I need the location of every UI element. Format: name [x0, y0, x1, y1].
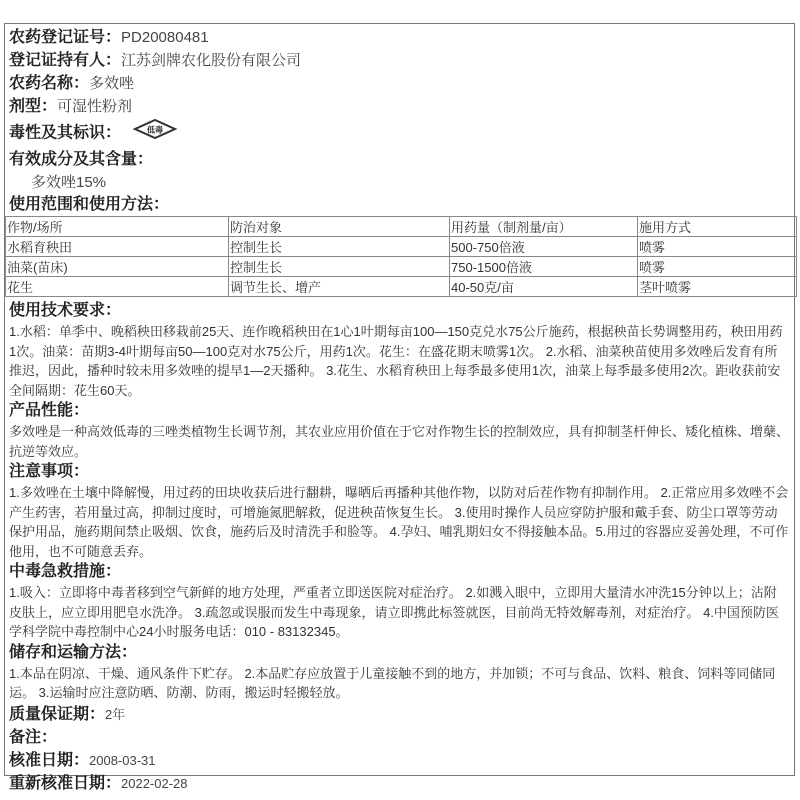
holder-row: [9, 49, 791, 72]
cell: 花生: [6, 277, 229, 297]
cell: 油菜(苗床): [6, 257, 229, 277]
cell: 喷雾: [638, 237, 797, 257]
cell: 控制生长: [229, 237, 450, 257]
performance-heading: 产品性能：: [9, 402, 90, 419]
table-row: [6, 237, 797, 257]
tech-heading: 使用技术要求：: [9, 302, 122, 319]
value: 2年: [105, 706, 126, 722]
remarks-row: [9, 726, 791, 749]
ingredient-value: [9, 171, 791, 194]
cell: 水稻育秧田: [6, 237, 229, 257]
cell: 750-1500倍液: [450, 257, 638, 277]
cell: 500-750倍液: [450, 237, 638, 257]
approval-row: [9, 749, 791, 772]
first-aid-text: 1.吸入：立即将中毒者移到空气新鲜的地方处理，严重者立即送医院对症治疗。 2.如溅入眼中，立即用大量清水冲洗15分钟以上；沾附皮肤上，应立即用肥皂水洗净。 3.疏忽或误服而发生中毒现象，请立即携此标签就医，目前尚无特效解毒剂，对症治疗。 4.中国预防医学科学院中毒控制中心24小时服务电话：010 - 83132345。: [9, 585, 779, 639]
label: 质量保证期：: [9, 705, 106, 723]
reapproval-row: [9, 772, 791, 795]
table-row: [6, 257, 797, 277]
value: 江苏剑牌农化股份有限公司: [121, 52, 302, 69]
value: 2008-03-31: [89, 752, 156, 768]
label: 剂型：: [9, 98, 58, 115]
value: PD20080481: [121, 29, 209, 46]
toxicity-badge: 低毒: [147, 125, 164, 135]
label: 有效成分及其含量：: [9, 151, 154, 168]
value: 2022-02-28: [121, 775, 188, 791]
storage-heading: 储存和运输方法：: [9, 643, 138, 661]
label: 登记证持有人：: [9, 52, 122, 69]
label: 农药名称：: [9, 75, 90, 92]
reg-no-row: [9, 26, 791, 49]
pesticide-registration-panel: [4, 23, 795, 792]
low-toxicity-icon: [133, 118, 177, 149]
value: 可湿性粉剂: [57, 98, 133, 115]
cell: 喷雾: [638, 257, 797, 277]
cell: 40-50克/亩: [450, 277, 638, 297]
label: 毒性及其标识：: [9, 124, 122, 142]
table-header-row: [6, 217, 797, 237]
header-cell: 施用方式: [638, 217, 797, 237]
label: 核准日期：: [9, 751, 90, 769]
header-cell: 作物/场所: [6, 217, 229, 237]
storage-text: 1.本品在阴凉、干燥、通风条件下贮存。 2.本品贮存应放置于儿童接触不到的地方，并加锁；不可与食品、饮料、粮食、饲料等同储同运。 3.运输时应注意防晒、防潮、防雨，搬运时轻搬轻放。: [9, 665, 776, 700]
ingredient-label: [9, 148, 791, 171]
form-row: [9, 95, 791, 118]
label: 重新核准日期：: [9, 774, 122, 792]
cell: 调节生长、增产: [229, 277, 450, 297]
name-row: [9, 72, 791, 95]
usage-heading: 使用范围和使用方法：: [9, 196, 170, 213]
usage-table: [5, 216, 797, 297]
cell: 控制生长: [229, 257, 450, 277]
header-cell: 用药量（制剂量/亩）: [450, 217, 638, 237]
label: 备注：: [9, 728, 58, 746]
cell: 茎叶喷雾: [638, 277, 797, 297]
tech-text: 1.水稻：单季中、晚稻秧田移栽前25天、连作晚稻秧田在1心1叶期每亩100—150克兑水75公斤施药，根据秧苗长势调整用药，秧田用药1次。油菜：苗期3-4叶期每亩50—100克对水75公斤，用药1次。花生：在盛花期末喷雾1次。 2.水稻、油菜秧苗使用多效唑后发育有所推迟，因此，播种时较未用多效唑的提早1—2天播种。 3.花生、水稻育秧田上每季最多使用1次，油菜上每季最多使用2次。距收获前安全间隔期：花生60天。: [9, 324, 783, 398]
value: 多效唑: [89, 75, 135, 92]
cautions-heading: 注意事项：: [9, 463, 90, 480]
label: 农药登记证号：: [9, 29, 122, 46]
table-row: [6, 277, 797, 297]
value: 多效唑15%: [31, 174, 107, 191]
header-cell: 防治对象: [229, 217, 450, 237]
first-aid-heading: 中毒急救措施：: [9, 563, 122, 580]
toxicity-row: [9, 118, 791, 148]
cautions-text: 1.多效唑在土壤中降解慢，用过药的田块收获后进行翻耕，曝晒后再播种其他作物，以防对后茬作物有抑制作用。 2.正常应用多效唑不会产生药害，若用量过高，抑制过度时，可增施氮肥解救，促进秧苗恢复生长。 3.使用时操作人员应穿防护服和戴手套、防尘口罩等劳动保护用品，施药期间禁止吸烟、饮食，施药后及时清洗手和脸等。 4.孕妇、哺乳期妇女不得接触本品。5.用过的容器应妥善处理，不可作他用，也不可随意丢弃。: [9, 485, 789, 559]
performance-text: 多效唑是一种高效低毒的三唑类植物生长调节剂，其农业应用价值在于它对作物生长的控制效应，具有抑制茎杆伸长、矮化植株、增蘖、抗逆等效应。: [9, 424, 790, 459]
shelf-life-row: [9, 703, 791, 726]
